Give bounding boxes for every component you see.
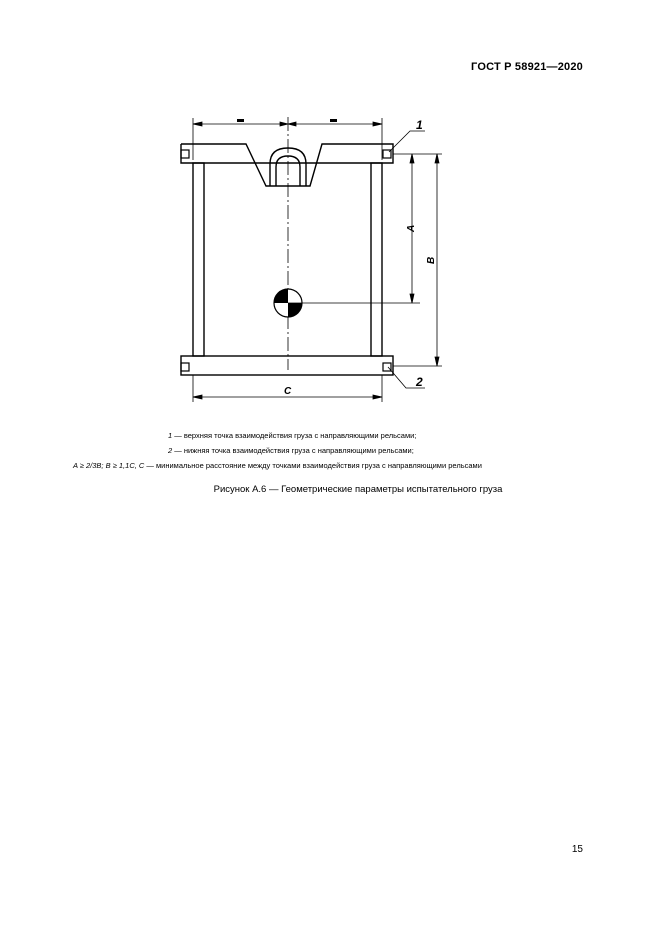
page-number: 15 xyxy=(571,844,583,855)
test-load-drawing xyxy=(0,0,661,420)
contact-point-bottom-left xyxy=(181,363,189,371)
right-post xyxy=(371,163,382,356)
contact-point-bottom-right xyxy=(383,363,391,371)
bottom-bar xyxy=(181,356,393,375)
document-header-id: ГОСТ Р 58921—2020 xyxy=(471,61,583,73)
legend-item: 1 — верхняя точка взаимодействия груза с направляющими рельсами; xyxy=(168,431,417,440)
top-bar-outline xyxy=(181,144,393,186)
contact-point-top-left xyxy=(181,150,189,158)
callout-top-label: 1 xyxy=(416,118,423,132)
callout-bottom-label: 2 xyxy=(416,375,423,389)
figure-caption: Рисунок А.6 — Геометрические параметры испытательного груза xyxy=(213,484,503,495)
legend-item: 2 — нижняя точка взаимодействия груза с направляющими рельсами; xyxy=(168,446,414,455)
dimension-a-label: A xyxy=(406,224,417,232)
dimension-c-label: C xyxy=(284,386,292,397)
dimension-b-label: B xyxy=(426,256,437,264)
left-post xyxy=(193,163,204,356)
legend-item: A ≥ 2/3B; B ≥ 1,1C, C — минимальное расстояние между точками взаимодействия груза с направляющими рельсами xyxy=(73,461,482,470)
